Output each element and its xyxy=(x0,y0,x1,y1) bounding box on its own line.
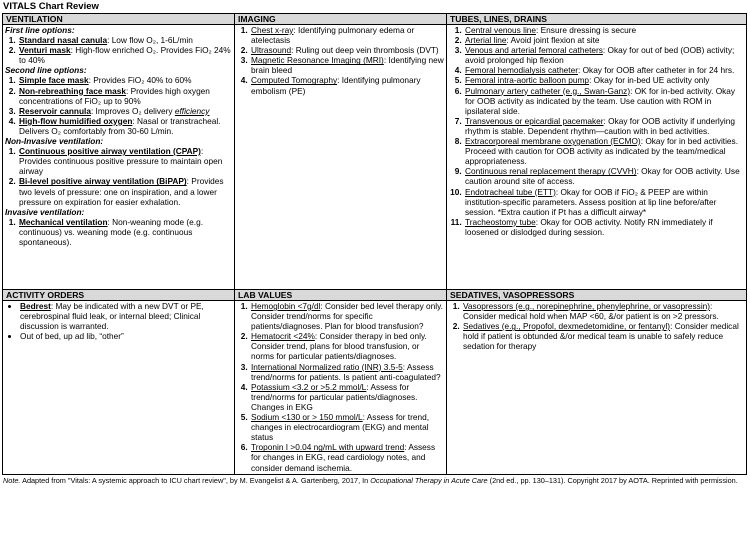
first-line-list xyxy=(5,35,232,65)
list-item: 2. Bi-level positive airway ventilation (BiPAP): Provides two levels of pressure: one on inspiration, and a lower pressure on expiration for easier exhalation. xyxy=(18,176,232,206)
list-item: 9. Continuous renal replacement therapy (CVVH): Okay for OOB activity. Use caution around site of access. xyxy=(464,166,744,186)
list-item: 3. International Normalized ratio (INR) 3.5-5: Assess trend/norms for patients. Is patient anti-coagulated? xyxy=(250,362,444,382)
list-item: 1. Central venous line: Ensure dressing is secure xyxy=(464,25,744,35)
list-item: 3. Magnetic Resonance Imaging (MRI): Identifying new brain bleed xyxy=(250,55,444,75)
list-item: • Bedrest: May be indicated with a new DVT or PE, cerebrospinal fluid leak, or internal bleed; Clinical discussion is warranted. xyxy=(20,301,232,331)
list-item: 10. Endotracheal tube (ETT): Okay for OOB if FiO₂ & PEEP are within institution-specific parameters. Assess position at lip line before/after session. *Extra caution if Pt has a difficult airway* xyxy=(464,187,744,217)
tubes-list xyxy=(449,25,744,237)
list-item: 2. Ultrasound: Ruling out deep vein thrombosis (DVT) xyxy=(250,45,444,55)
header-tubes: TUBES, LINES, DRAINS xyxy=(447,14,747,25)
list-item: 4. Femoral hemodialysis catheter: Okay for OOB after catheter in for 24 hrs. xyxy=(464,65,744,75)
header-imaging: IMAGING xyxy=(235,14,447,25)
imaging-cell xyxy=(235,25,447,290)
first-line-heading: First line options: xyxy=(5,25,75,35)
header-activity: ACTIVITY ORDERS xyxy=(3,290,235,301)
activity-cell xyxy=(3,301,235,475)
list-item: 6. Troponin I >0.04 ng/mL with upward trend: Assess for changes in EKG, read cardiology notes, and consider demand ischemia. xyxy=(250,442,444,472)
second-line-heading: Second line options: xyxy=(5,65,87,76)
list-item: 1. Continuous positive airway ventilation (CPAP): Provides continuous positive pressure to maintain open airway xyxy=(18,146,232,176)
invasive-list xyxy=(5,217,232,247)
list-item: 8. Extracorporeal membrane oxygenation (ECMO): Okay for in bed activities. Proceed with caution for OOB activity as indicated by the team/medical appropriateness. xyxy=(464,136,744,166)
content-row-top xyxy=(3,25,747,290)
list-item: 2. Sedatives (e.g., Propofol, dexmedetomidine, or fentanyl): Consider medical hold if patient is obtunded &/or medical team is unable to safely reduce sedation for therapy xyxy=(462,321,744,351)
ventilation-cell xyxy=(3,25,235,290)
invasive-heading: Invasive ventilation: xyxy=(5,206,85,217)
header-ventilation: VENTILATION xyxy=(3,14,235,25)
list-item: 7. Transvenous or epicardial pacemaker: Okay for OOB activity if underlying rhythm is stable. Dependent rhythm—caution with in bed activities. xyxy=(464,116,744,136)
list-item: 1. Vasopressors (e.g., norepinephrine, phenylephrine, or vasopressin): Consider medical hold when MAP <60, &/or patient is on >2 pressors. xyxy=(462,301,744,321)
content-row-bottom xyxy=(3,301,747,475)
note-book-title: Occupational Therapy in Acute Care xyxy=(370,475,488,485)
list-item: 5. Femoral intra-aortic balloon pump: Okay for in-bed UE activity only xyxy=(464,75,744,85)
list-item: 2. Hematocrit <24%: Consider therapy in bed only. Consider trend, plans for blood transfusion, or norms for particular patients/diagnoses. xyxy=(250,331,444,361)
list-item: 4. Potassium <3.2 or >5.2 mmol/L: Assess for trend/norms for particular patients/diagnoses. Changes in EKG xyxy=(250,382,444,412)
lab-list xyxy=(237,301,444,473)
list-item: 6. Pulmonary artery catheter (e.g., Swan-Ganz): OK for in-bed activity. Okay for OOB activity as indicated by the team. Use caution with ROM in ipsilateral side. xyxy=(464,86,744,116)
activity-list xyxy=(5,301,232,341)
note-label: Note. xyxy=(3,475,21,485)
noninvasive-heading: Non-Invasive ventilation: xyxy=(5,136,104,147)
imaging-list xyxy=(237,25,444,96)
header-sedatives: SEDATIVES, VASOPRESSORS xyxy=(447,290,747,301)
list-item: 2. Arterial line: Avoid joint flexion at site xyxy=(464,35,744,45)
header-lab: LAB VALUES xyxy=(235,290,447,301)
list-item: 1. Standard nasal canula: Low flow O₂, 1-6L/min xyxy=(18,35,232,45)
list-item: 1. Mechanical ventilation: Non-weaning mode (e.g. continuous) vs. weaning mode (e.g. continuous spontaneous). xyxy=(18,217,232,247)
list-item: 1. Simple face mask: Provides FiO₂ 40% to 60% xyxy=(18,75,232,85)
noninvasive-list xyxy=(5,146,232,207)
page-title: VITALS Chart Review xyxy=(3,1,99,12)
list-item: 5. Sodium <130 or > 150 mmol/L: Assess for trend, changes in electrocardiogram (EKG) and mental status xyxy=(250,412,444,442)
list-item: 1. Chest x-ray: Identifying pulmonary edema or atelectasis xyxy=(250,25,444,45)
header-row-top xyxy=(3,14,747,25)
list-item: 4. Computed Tomography: Identifying pulmonary embolism (PE) xyxy=(250,75,444,95)
header-row-bottom xyxy=(3,290,747,301)
sedatives-cell xyxy=(447,301,747,475)
vitals-table xyxy=(2,13,747,475)
list-item: 2. Venturi mask: High-flow enriched O₂. Provides FiO₂ 24% to 40% xyxy=(18,45,232,65)
list-item: 4. High-flow humidified oxygen: Nasal or transtracheal. Delivers O₂ comfortably from 30-60 L/min. xyxy=(18,116,232,136)
note-text-2: (2nd ed., pp. 130–131). Copyright 2017 by AOTA. Reprinted with permission. xyxy=(487,475,738,485)
list-item: 3. Venous and arterial femoral catheters: Okay for out of bed (OOB) activity; avoid prolonged hip flexion xyxy=(464,45,744,65)
note-text-1: Adapted from "Vitals: A systemic approach to ICU chart review", by M. Evangelist & A. Gartenberg, 2017, In xyxy=(20,475,371,485)
source-note xyxy=(2,476,744,485)
list-item: 11. Tracheostomy tube: Okay for OOB activity. Notify RN immediately if loosened or dislodged during session. xyxy=(464,217,744,237)
list-item: • Out of bed, up ad lib, “other” xyxy=(20,331,232,341)
list-item: 3. Reservoir cannula: Improves O₂ delivery efficiency xyxy=(18,106,232,116)
lab-cell xyxy=(235,301,447,475)
list-item: 2. Non-rebreathing face mask: Provides high oxygen concentrations of FiO₂ up to 90% xyxy=(18,86,232,106)
second-line-list xyxy=(5,75,232,136)
sedatives-list xyxy=(449,301,744,351)
tubes-cell xyxy=(447,25,747,290)
list-item: 1. Hemoglobin <7g/dl: Consider bed level therapy only. Consider trend/norms for specific patients/diagnoses. Plan for blood transfusion? xyxy=(250,301,444,331)
